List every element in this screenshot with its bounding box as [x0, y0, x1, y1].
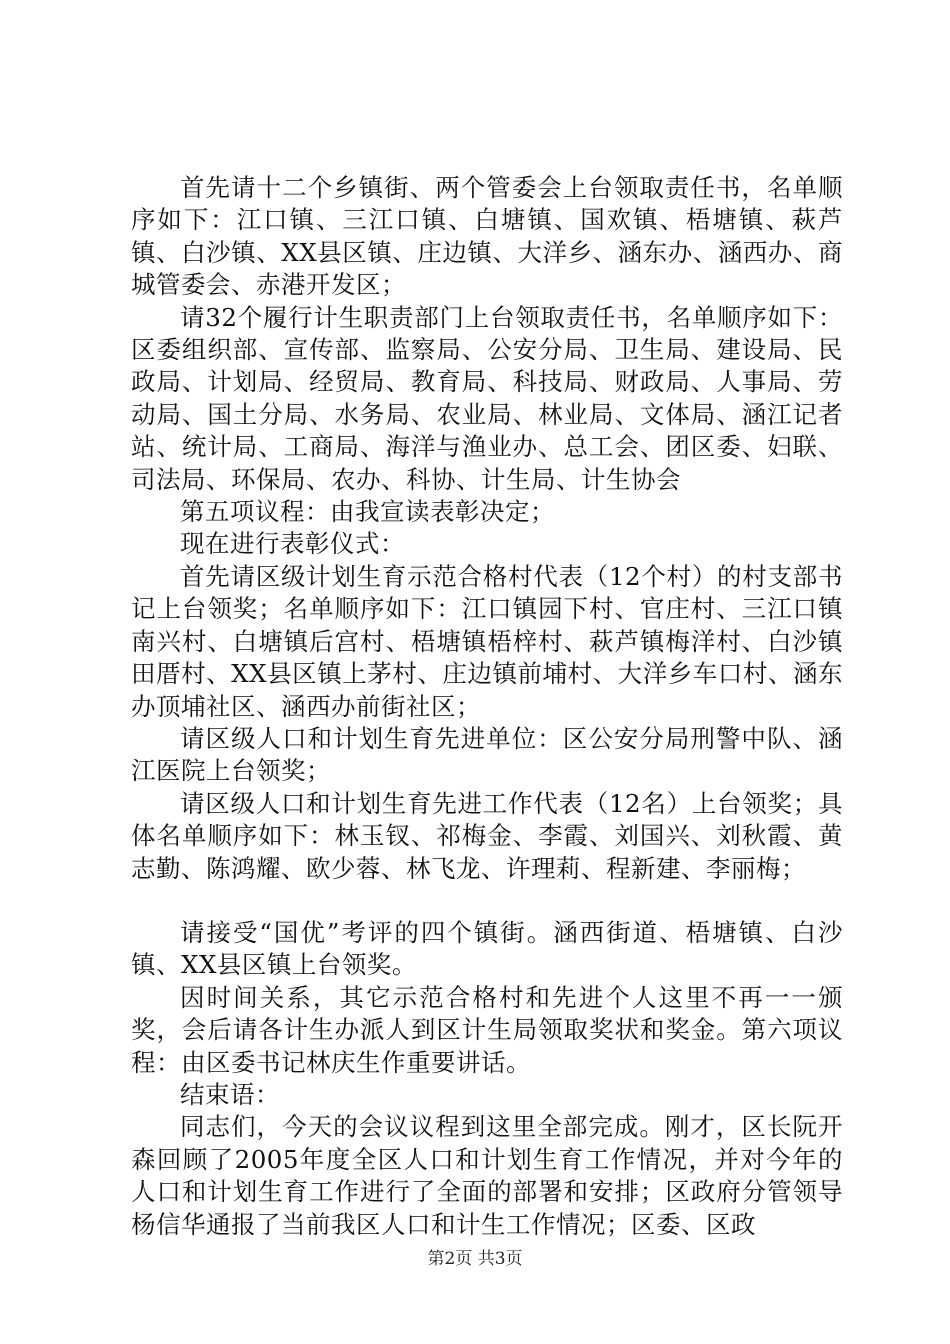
paragraph-agenda-item-five: 第五项议程：由我宣读表彰决定；: [180, 497, 555, 527]
paragraph-agenda-item-six: 因时间关系，其它示范合格村和先进个人这里不再一一颁奖，会后请各计生办派人到区计生局领取奖状和奖金。第六项议程：由区委书记林庆生作重要讲话。: [131, 982, 843, 1077]
paragraph-township-list: 首先请十二个乡镇街、两个管委会上台领取责任书，名单顺序如下：江口镇、三江口镇、白塘镇、国欢镇、梧塘镇、萩芦镇、白沙镇、XX县区镇、庄边镇、大洋乡、涵东办、涵西办、商城管委会、赤港开发区；: [131, 173, 843, 300]
paragraph-department-list: 请32个履行计生职责部门上台领取责任书，名单顺序如下：区委组织部、宣传部、监察局、公安分局、卫生局、建设局、民政局、计划局、经贸局、教育局、科技局、财政局、人事局、劳动局、国土分局、水务局、农业局、林业局、文体局、涵江记者站、统计局、工商局、海洋与渔业办、总工会、团区委、妇联、司法局、环保局、农办、科协、计生局、计生协会: [131, 302, 843, 494]
paragraph-advanced-workers: 请区级人口和计划生育先进工作代表（12名）上台领奖；具体名单顺序如下：林玉钗、祁梅金、李霞、刘国兴、刘秋霞、黄志勤、陈鸿耀、欧少蓉、林飞龙、许理莉、程新建、李丽梅；: [131, 788, 843, 883]
paragraph-national-excellence: 请接受“国优”考评的四个镇街。涵西街道、梧塘镇、白沙镇、XX县区镇上台领奖。: [131, 917, 843, 980]
paragraph-ceremony-start: 现在进行表彰仪式：: [180, 529, 405, 559]
paragraph-advanced-units: 请区级人口和计划生育先进单位：区公安分局刑警中队、涵江医院上台领奖；: [131, 723, 843, 786]
page-number-footer: 第2页 共3页: [427, 1249, 523, 1269]
paragraph-closing-remarks: 同志们，今天的会议议程到这里全部完成。刚才，区长阮开森回顾了2005年度全区人口和计划生育工作情况，并对今年的人口和计划生育工作进行了全面的部署和安排；区政府分管领导杨信华通报了当前我区人口和计生工作情况；区委、区政: [131, 1112, 843, 1239]
paragraph-closing-heading: 结束语：: [180, 1079, 280, 1109]
document-body: [131, 172, 843, 1241]
paragraph-model-villages: 首先请区级计划生育示范合格村代表（12个村）的村支部书记上台领奖；名单顺序如下：江口镇园下村、官庄村、三江口镇南兴村、白塘镇后宫村、梧塘镇梧梓村、萩芦镇梅洋村、白沙镇田厝村、XX县区镇上茅村、庄边镇前埔村、大洋乡车口村、涵东办顶埔社区、涵西办前街社区；: [131, 561, 843, 721]
